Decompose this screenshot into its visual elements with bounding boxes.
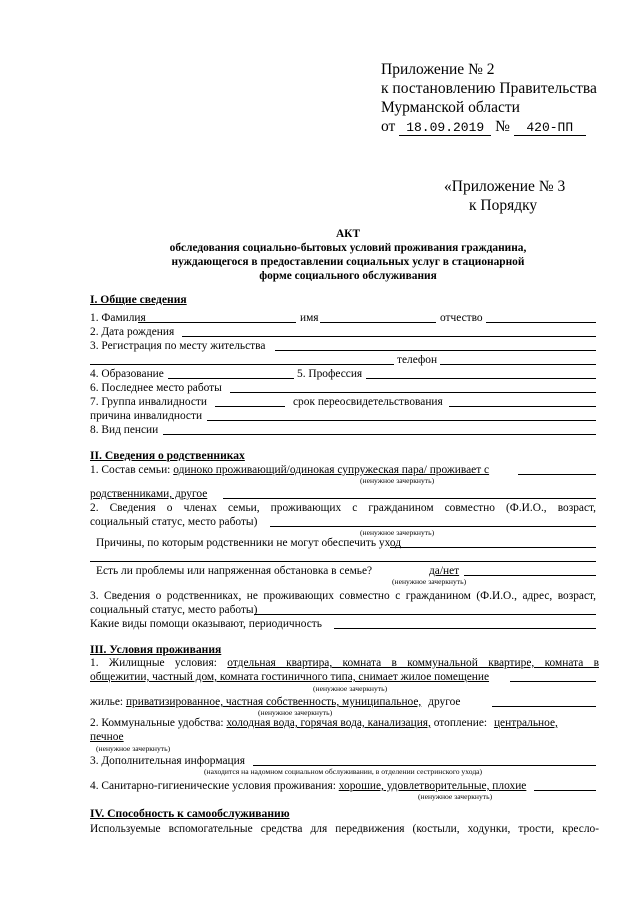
- problems-label: Есть ли проблемы или напряженная обстановка в семье?: [96, 565, 373, 577]
- cross-out-note-7: (ненужное зачеркнуть): [418, 792, 493, 801]
- last-job-label: 6. Последнее место работы: [90, 382, 222, 394]
- education-field[interactable]: [168, 378, 294, 379]
- reexam-field[interactable]: [449, 406, 596, 407]
- cross-out-note-1: (ненужное зачеркнуть): [360, 476, 435, 485]
- appendix-2-title: Приложение № 2: [381, 61, 495, 78]
- profession-field[interactable]: [366, 378, 596, 379]
- sanitary-options[interactable]: хорошие, удовлетворительные, плохие: [338, 780, 527, 792]
- amenities-line: [90, 716, 558, 730]
- amenities-options[interactable]: холодная вода, горячая вода, канализация,: [226, 717, 431, 729]
- mobility-aids-line: Используемые вспомогательные средства для передвижения (костыли, ходунки, трости, кресло-: [90, 823, 599, 835]
- section-3-heading: III. Условия проживания: [90, 643, 222, 656]
- sanitary-line: [90, 779, 526, 793]
- cross-out-note-5: (ненужное зачеркнуть): [258, 708, 333, 717]
- surname-field[interactable]: [138, 322, 296, 323]
- name-field[interactable]: [320, 322, 436, 323]
- decree-date: 18.09.2019: [399, 120, 491, 136]
- act-subtitle-3: форме социального обслуживания: [259, 270, 437, 282]
- dwelling-other: другое: [428, 696, 461, 708]
- family-continued-field[interactable]: [223, 498, 596, 499]
- pension-label: 8. Вид пенсии: [90, 424, 159, 436]
- last-job-field[interactable]: [230, 392, 596, 393]
- disability-cause-label: причина инвалидности: [90, 410, 203, 422]
- nonresident-line-2: социальный статус, место работы): [90, 604, 258, 616]
- reasons-field[interactable]: [390, 547, 596, 548]
- phone-label: телефон: [397, 354, 438, 366]
- phone-field[interactable]: [440, 364, 596, 365]
- help-kinds-field[interactable]: [334, 628, 596, 629]
- sanitary-field[interactable]: [534, 790, 596, 791]
- appendix-2-decree: к постановлению Правительства: [381, 80, 597, 97]
- decree-number: 420-ПП: [514, 120, 586, 136]
- nonresident-line-1: 3. Сведения о родственниках, не проживающих совместно с гражданином (Ф.И.О., адрес, возраст,: [90, 590, 596, 602]
- registration-label: 3. Регистрация по месту жительства: [90, 340, 266, 352]
- extra-info-field[interactable]: [253, 765, 596, 766]
- family-line: [90, 463, 489, 477]
- dwelling-prefix: жилье:: [90, 696, 124, 708]
- reexam-label: срок переосвидетельствования: [293, 396, 443, 408]
- disability-group-label: 7. Группа инвалидности: [90, 396, 207, 408]
- housing-prefix: 1. Жилищные условия:: [90, 657, 217, 669]
- yes-no-options[interactable]: да/нет: [429, 565, 460, 577]
- profession-label: 5. Профессия: [297, 368, 363, 380]
- housing-field[interactable]: [510, 681, 596, 682]
- help-kinds-label: Какие виды помощи оказывают, периодичность: [90, 618, 322, 630]
- number-sign: №: [495, 118, 510, 135]
- appendix-3-title: «Приложение № 3: [444, 178, 566, 195]
- dwelling-options[interactable]: приватизированное, частная собственность, муниципальное,: [125, 696, 422, 708]
- reasons-field-2[interactable]: [90, 561, 596, 562]
- cross-out-note-2: (ненужное зачеркнуть): [360, 528, 435, 537]
- registration-field[interactable]: [275, 350, 596, 351]
- act-title: АКТ: [335, 228, 361, 240]
- housing-options-1[interactable]: отдельная квартира, комната в коммунальной квартире, комната в: [227, 657, 599, 669]
- section-2-heading: II. Сведения о родственниках: [90, 449, 245, 462]
- family-options[interactable]: одиноко проживающий/одинокая супружеская пара/ проживает с: [173, 464, 490, 476]
- disability-cause-field[interactable]: [207, 420, 596, 421]
- act-subtitle-1: обследования социально-бытовых условий проживания гражданина,: [169, 242, 527, 254]
- sanitary-prefix: 4. Санитарно-гигиенические условия проживания:: [90, 780, 336, 792]
- extra-info-note: (находится на надомном социальном обслуживании, в отделении сестринского ухода): [204, 767, 483, 776]
- appendix-3-order: к Порядку: [469, 197, 538, 214]
- cross-out-note-4: (ненужное зачеркнуть): [313, 684, 388, 693]
- dwelling-line: [90, 695, 460, 709]
- cross-out-note-3: (ненужное зачеркнуть): [392, 577, 467, 586]
- pension-field[interactable]: [163, 434, 596, 435]
- heating-label: отопление:: [433, 717, 488, 729]
- cross-out-note-6: (ненужное зачеркнуть): [96, 744, 171, 753]
- family-prefix: 1. Состав семьи:: [90, 464, 171, 476]
- education-label: 4. Образование: [90, 368, 164, 380]
- patronymic-field[interactable]: [486, 322, 596, 323]
- reasons-label: Причины, по которым родственники не могут обеспечить уход: [96, 537, 402, 549]
- extra-info-label: 3. Дополнительная информация: [90, 755, 245, 767]
- amenities-prefix: 2. Коммунальные удобства:: [90, 717, 224, 729]
- problems-field[interactable]: [464, 575, 596, 576]
- family-continued[interactable]: родственниками, другое: [90, 488, 208, 500]
- birth-date-field[interactable]: [182, 336, 596, 337]
- housing-options-2[interactable]: общежитии, частный дом, комната гостиничного типа, снимает жилое помещение: [90, 671, 490, 683]
- appendix-2-date-line: [381, 117, 586, 136]
- heating-central[interactable]: центральное,: [493, 717, 558, 729]
- members-field[interactable]: [270, 526, 596, 527]
- name-label: имя: [300, 312, 319, 324]
- act-subtitle-2: нуждающегося в предоставлении социальных услуг в стационарной: [171, 256, 525, 268]
- surname-label: 1. Фамилия: [90, 312, 146, 324]
- section-1-heading: I. Общие сведения: [90, 293, 187, 306]
- dwelling-field[interactable]: [492, 706, 596, 707]
- appendix-2-region: Мурманской области: [381, 99, 520, 116]
- disability-group-field[interactable]: [215, 406, 285, 407]
- housing-line-1: [90, 656, 599, 670]
- birth-date-label: 2. Дата рождения: [90, 326, 175, 338]
- section-4-heading: IV. Способность к самообслуживанию: [90, 807, 290, 820]
- patronymic-label: отчество: [440, 312, 483, 324]
- members-line-2: социальный статус, место работы): [90, 516, 258, 528]
- nonresident-field[interactable]: [254, 614, 596, 615]
- date-prefix: от: [381, 118, 396, 135]
- registration-field-2[interactable]: [90, 364, 394, 365]
- members-line-1: 2. Сведения о членах семьи, проживающих с гражданином совместно (Ф.И.О., возраст,: [90, 502, 596, 514]
- family-field[interactable]: [518, 474, 596, 475]
- heating-stove[interactable]: печное: [90, 731, 124, 743]
